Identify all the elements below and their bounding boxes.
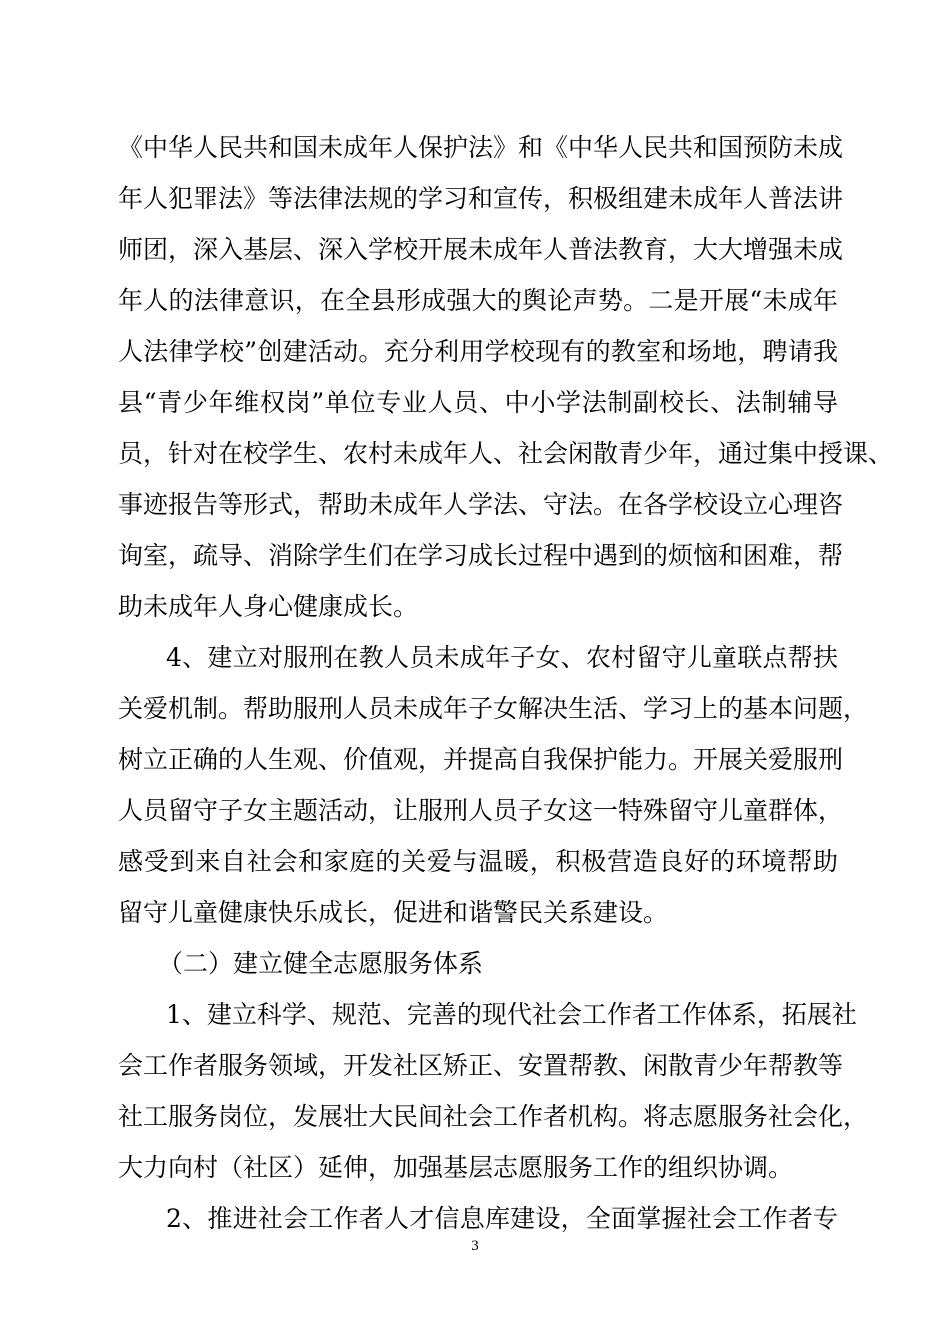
body-text-line: 员，针对在校学生、农村未成年人、社会闲散青少年，通过集中授课、 bbox=[118, 439, 894, 468]
body-text-line: 大力向村（社区）延伸，加强基层志愿服务工作的组织协调。 bbox=[118, 1153, 794, 1182]
paragraph-first-line: 1、建立科学、规范、完善的现代社会工作者工作体系，拓展社 bbox=[166, 1000, 857, 1029]
body-text-line: 关爱机制。帮助服刑人员未成年子女解决生活、学习上的基本问题， bbox=[118, 694, 869, 723]
section-heading: （二）建立健全志愿服务体系 bbox=[158, 949, 484, 978]
body-text-line: 询室，疏导、消除学生们在学习成长过程中遇到的烦恼和困难，帮 bbox=[118, 541, 844, 570]
body-text-line: 树立正确的人生观、价值观，并提高自我保护能力。开展关爱服刑 bbox=[118, 745, 844, 774]
body-text-line: 《中华人民共和国未成年人保护法》和《中华人民共和国预防未成 bbox=[118, 133, 844, 162]
body-text-line: 人员留守子女主题活动，让服刑人员子女这一特殊留守儿童群体， bbox=[118, 796, 844, 825]
body-text-line: 感受到来自社会和家庭的关爱与温暖，积极营造良好的环境帮助 bbox=[118, 847, 838, 876]
paragraph-first-line: 2、推进社会工作者人才信息库建设，全面掌握社会工作者专 bbox=[166, 1204, 838, 1233]
body-text-line: 师团，深入基层、深入学校开展未成年人普法教育，大大增强未成 bbox=[118, 235, 844, 264]
page-number: 3 bbox=[471, 1238, 479, 1254]
body-text-line: 人法律学校”创建活动。充分利用学校现有的教室和场地，聘请我 bbox=[118, 337, 838, 366]
body-text-line: 年人犯罪法》等法律法规的学习和宣传，积极组建未成年人普法讲 bbox=[118, 184, 844, 213]
body-text-line: 留守儿童健康快乐成长，促进和谐警民关系建设。 bbox=[118, 898, 669, 927]
paragraph-first-line: 4、建立对服刑在教人员未成年子女、农村留守儿童联点帮扶 bbox=[166, 643, 838, 672]
body-text-line: 社工服务岗位，发展壮大民间社会工作者机构。将志愿服务社会化， bbox=[118, 1102, 869, 1131]
body-text-line: 年人的法律意识，在全县形成强大的舆论声势。二是开展“未成年 bbox=[118, 286, 838, 315]
body-text-line: 会工作者服务领域，开发社区矫正、安置帮教、闲散青少年帮教等 bbox=[118, 1051, 844, 1080]
body-text-line: 县“青少年维权岗”单位专业人员、中小学法制副校长、法制辅导 bbox=[118, 388, 838, 417]
body-text-line: 助未成年人身心健康成长。 bbox=[118, 592, 419, 621]
body-text-line: 事迹报告等形式，帮助未成年人学法、守法。在各学校设立心理咨 bbox=[118, 490, 844, 519]
